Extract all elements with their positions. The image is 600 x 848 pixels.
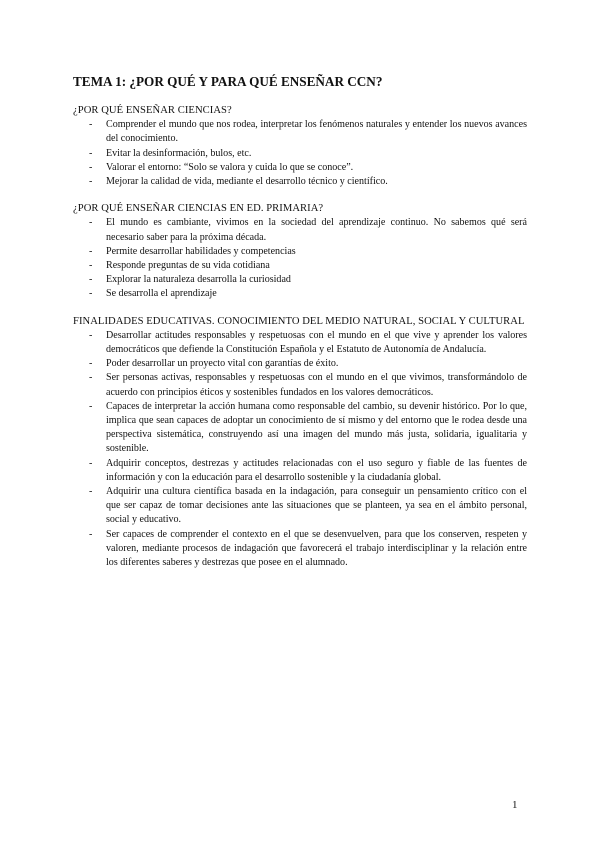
list-item	[73, 287, 527, 301]
bullet-dash: -	[89, 260, 93, 272]
list-item	[73, 485, 527, 528]
list-item-text: Comprender el mundo que nos rodea, interpretar los fenómenos naturales y entender los nuevos avances del conocimiento.	[106, 119, 527, 145]
list-item-text: Poder desarrollar un proyecto vital con garantías de éxito.	[106, 358, 339, 370]
list-item	[73, 118, 527, 146]
bullet-dash: -	[89, 147, 93, 159]
list-item-text: Evitar la desinformación, bulos, etc.	[106, 147, 252, 159]
bullet-list	[73, 118, 527, 189]
list-item-text: El mundo es cambiante, vivimos en la sociedad del aprendizaje continuo. No sabemos qué será necesario saber para la próxima década.	[106, 217, 527, 243]
list-item-text: Se desarrolla el aprendizaje	[106, 288, 217, 300]
section-por-que-ensenar-ciencias	[73, 104, 527, 189]
list-item	[73, 457, 527, 485]
page-number: 1	[512, 799, 518, 811]
list-item-text: Valorar el entorno: “Solo se valora y cuida lo que se conoce”.	[106, 161, 354, 173]
list-item-text: Responde preguntas de su vida cotidiana	[106, 260, 270, 272]
list-item	[73, 147, 527, 161]
bullet-dash: -	[89, 528, 93, 540]
section-heading: FINALIDADES EDUCATIVAS. CONOCIMIENTO DEL MEDIO NATURAL, SOCIAL Y CULTURAL	[73, 315, 525, 327]
bullet-dash: -	[89, 288, 93, 300]
list-item-text: Permite desarrollar habilidades y competencias	[106, 245, 296, 257]
bullet-dash: -	[89, 176, 93, 188]
bullet-dash: -	[89, 457, 93, 469]
document-page	[73, 74, 527, 583]
bullet-dash: -	[89, 372, 93, 384]
bullet-dash: -	[89, 400, 93, 412]
bullet-dash: -	[89, 217, 93, 229]
list-item-text: Mejorar la calidad de vida, mediante el desarrollo técnico y científico.	[106, 176, 388, 188]
bullet-dash: -	[89, 329, 93, 341]
bullet-dash: -	[89, 119, 93, 131]
bullet-dash: -	[89, 274, 93, 286]
list-item	[73, 175, 527, 189]
section-finalidades-educativas	[73, 315, 527, 571]
list-item-text: Desarrollar actitudes responsables y respetuosas con el mundo en el que vive y aprender los valores democráticos que defiende la Constitución Española y el Estatuto de Autonomía de Andalucía.	[106, 329, 527, 356]
list-item-text: Ser capaces de comprender el contexto en el que se desenvuelven, para que los conserven, respeten y valoren, mediante procesos de indagación que favorecerá el trabajo interdisciplinar y la relación entre los diferentes saberes y destrezas que posee en el alumnado.	[106, 528, 527, 569]
list-item	[73, 400, 527, 457]
list-item-text: Adquirir una cultura científica basada en la indagación, para conseguir un pensamiento crítico con el que ser capaz de tomar decisiones ante las situaciones que se planteen, ya sea en el ámbito personal, social y educativo.	[106, 486, 527, 526]
list-item	[73, 528, 527, 571]
bullet-dash: -	[89, 245, 93, 257]
list-item	[73, 259, 527, 273]
list-item	[73, 329, 527, 357]
bullet-list	[73, 329, 527, 570]
list-item	[73, 371, 527, 399]
list-item-text: Capaces de interpretar la acción humana como responsable del cambio, su devenir histórico. Por lo que, implica que sean capaces de adoptar un conocimiento de sí mismo y del entorno que le rodea desde una perspectiva sistemática, construyendo así una imagen del mundo más justa, solidaria, igualitaria y sostenible.	[106, 400, 527, 455]
list-item	[73, 216, 527, 244]
document-title: TEMA 1: ¿POR QUÉ Y PARA QUÉ ENSEÑAR CCN?	[73, 74, 383, 89]
bullet-dash: -	[89, 486, 93, 498]
list-item	[73, 161, 527, 175]
list-item	[73, 245, 527, 259]
bullet-dash: -	[89, 358, 93, 370]
list-item-text: Explorar la naturaleza desarrolla la curiosidad	[106, 274, 291, 286]
list-item-text: Adquirir conceptos, destrezas y actitudes relacionadas con el uso seguro y fiable de las fuentes de información y con la educación para el desarrollo sostenible y la ciudadanía global.	[106, 457, 527, 483]
section-heading: ¿POR QUÉ ENSEÑAR CIENCIAS?	[73, 105, 232, 116]
list-item	[73, 273, 527, 287]
list-item-text: Ser personas activas, responsables y respetuosas con el mundo en el que vivimos, transformándolo de acuerdo con principios éticos y sostenibles fundados en los valores democráticos.	[106, 372, 527, 398]
bullet-dash: -	[89, 161, 93, 173]
bullet-list	[73, 216, 527, 301]
section-ciencias-ed-primaria	[73, 202, 527, 301]
list-item	[73, 357, 527, 371]
section-heading: ¿POR QUÉ ENSEÑAR CIENCIAS EN ED. PRIMARIA?	[73, 203, 324, 215]
